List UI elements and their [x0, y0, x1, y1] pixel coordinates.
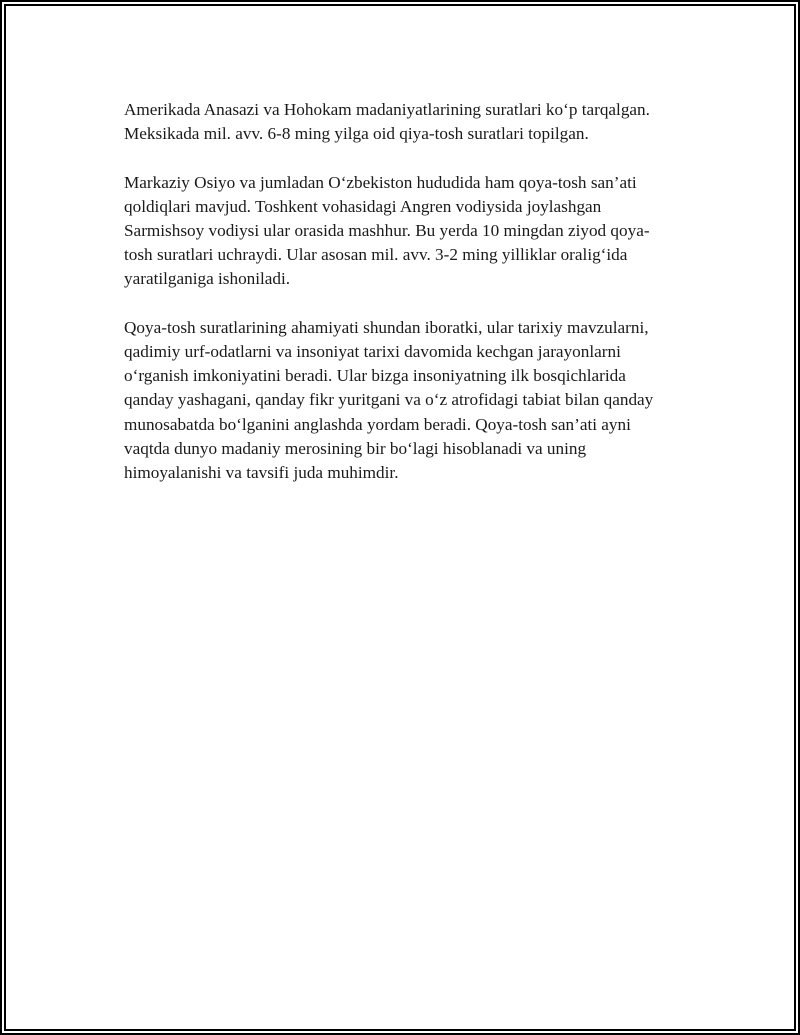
text-line: Qoya-tosh suratlarining ahamiyati shundan iboratki, ular tarixiy mavzularni, — [124, 317, 649, 337]
text-line: Meksikada mil. avv. 6-8 ming yilga oid qiya-tosh suratlari topilgan. — [124, 124, 589, 144]
text-line: qadimiy urf-odatlarni va insoniyat tarixi davomida kechgan jarayonlarni — [124, 342, 621, 361]
text-line: yaratilganiga ishoniladi. — [124, 269, 291, 289]
text-line: Amerikada Anasazi va Hohokam madaniyatlarining suratlari ko‘p tarqalgan. — [124, 100, 650, 119]
text-line: Markaziy Osiyo va jumladan O‘zbekiston hududida ham qoya-tosh san’ati — [124, 172, 637, 192]
text-line: munosabatda bo‘lganini anglashda yordam beradi. Qoya-tosh san’ati ayni — [124, 414, 631, 434]
paragraph-3 — [124, 316, 694, 485]
text-line: qoldiqlari mavjud. Toshkent vohasidagi Angren vodiysida joylashgan — [124, 196, 602, 216]
paragraph-1 — [124, 98, 694, 146]
text-line: o‘rganish imkoniyatini beradi. Ular bizga insoniyatning ilk bosqichlarida — [124, 366, 626, 386]
text-line: Sarmishsoy vodiysi ular orasida mashhur. Bu yerda 10 mingdan ziyod qoya- — [124, 221, 650, 240]
text-line: qanday yashagani, qanday fikr yuritgani va o‘z atrofidagi tabiat bilan qanday — [124, 390, 654, 410]
text-line: vaqtda dunyo madaniy merosining bir bo‘lagi hisoblanadi va uning — [124, 438, 587, 458]
paragraph-2 — [124, 171, 694, 292]
text-line: tosh suratlari uchraydi. Ular asosan mil. avv. 3-2 ming yilliklar oralig‘ida — [124, 245, 628, 265]
document-body — [124, 98, 694, 509]
text-line: himoyalanishi va tavsifi juda muhimdir. — [124, 463, 399, 483]
